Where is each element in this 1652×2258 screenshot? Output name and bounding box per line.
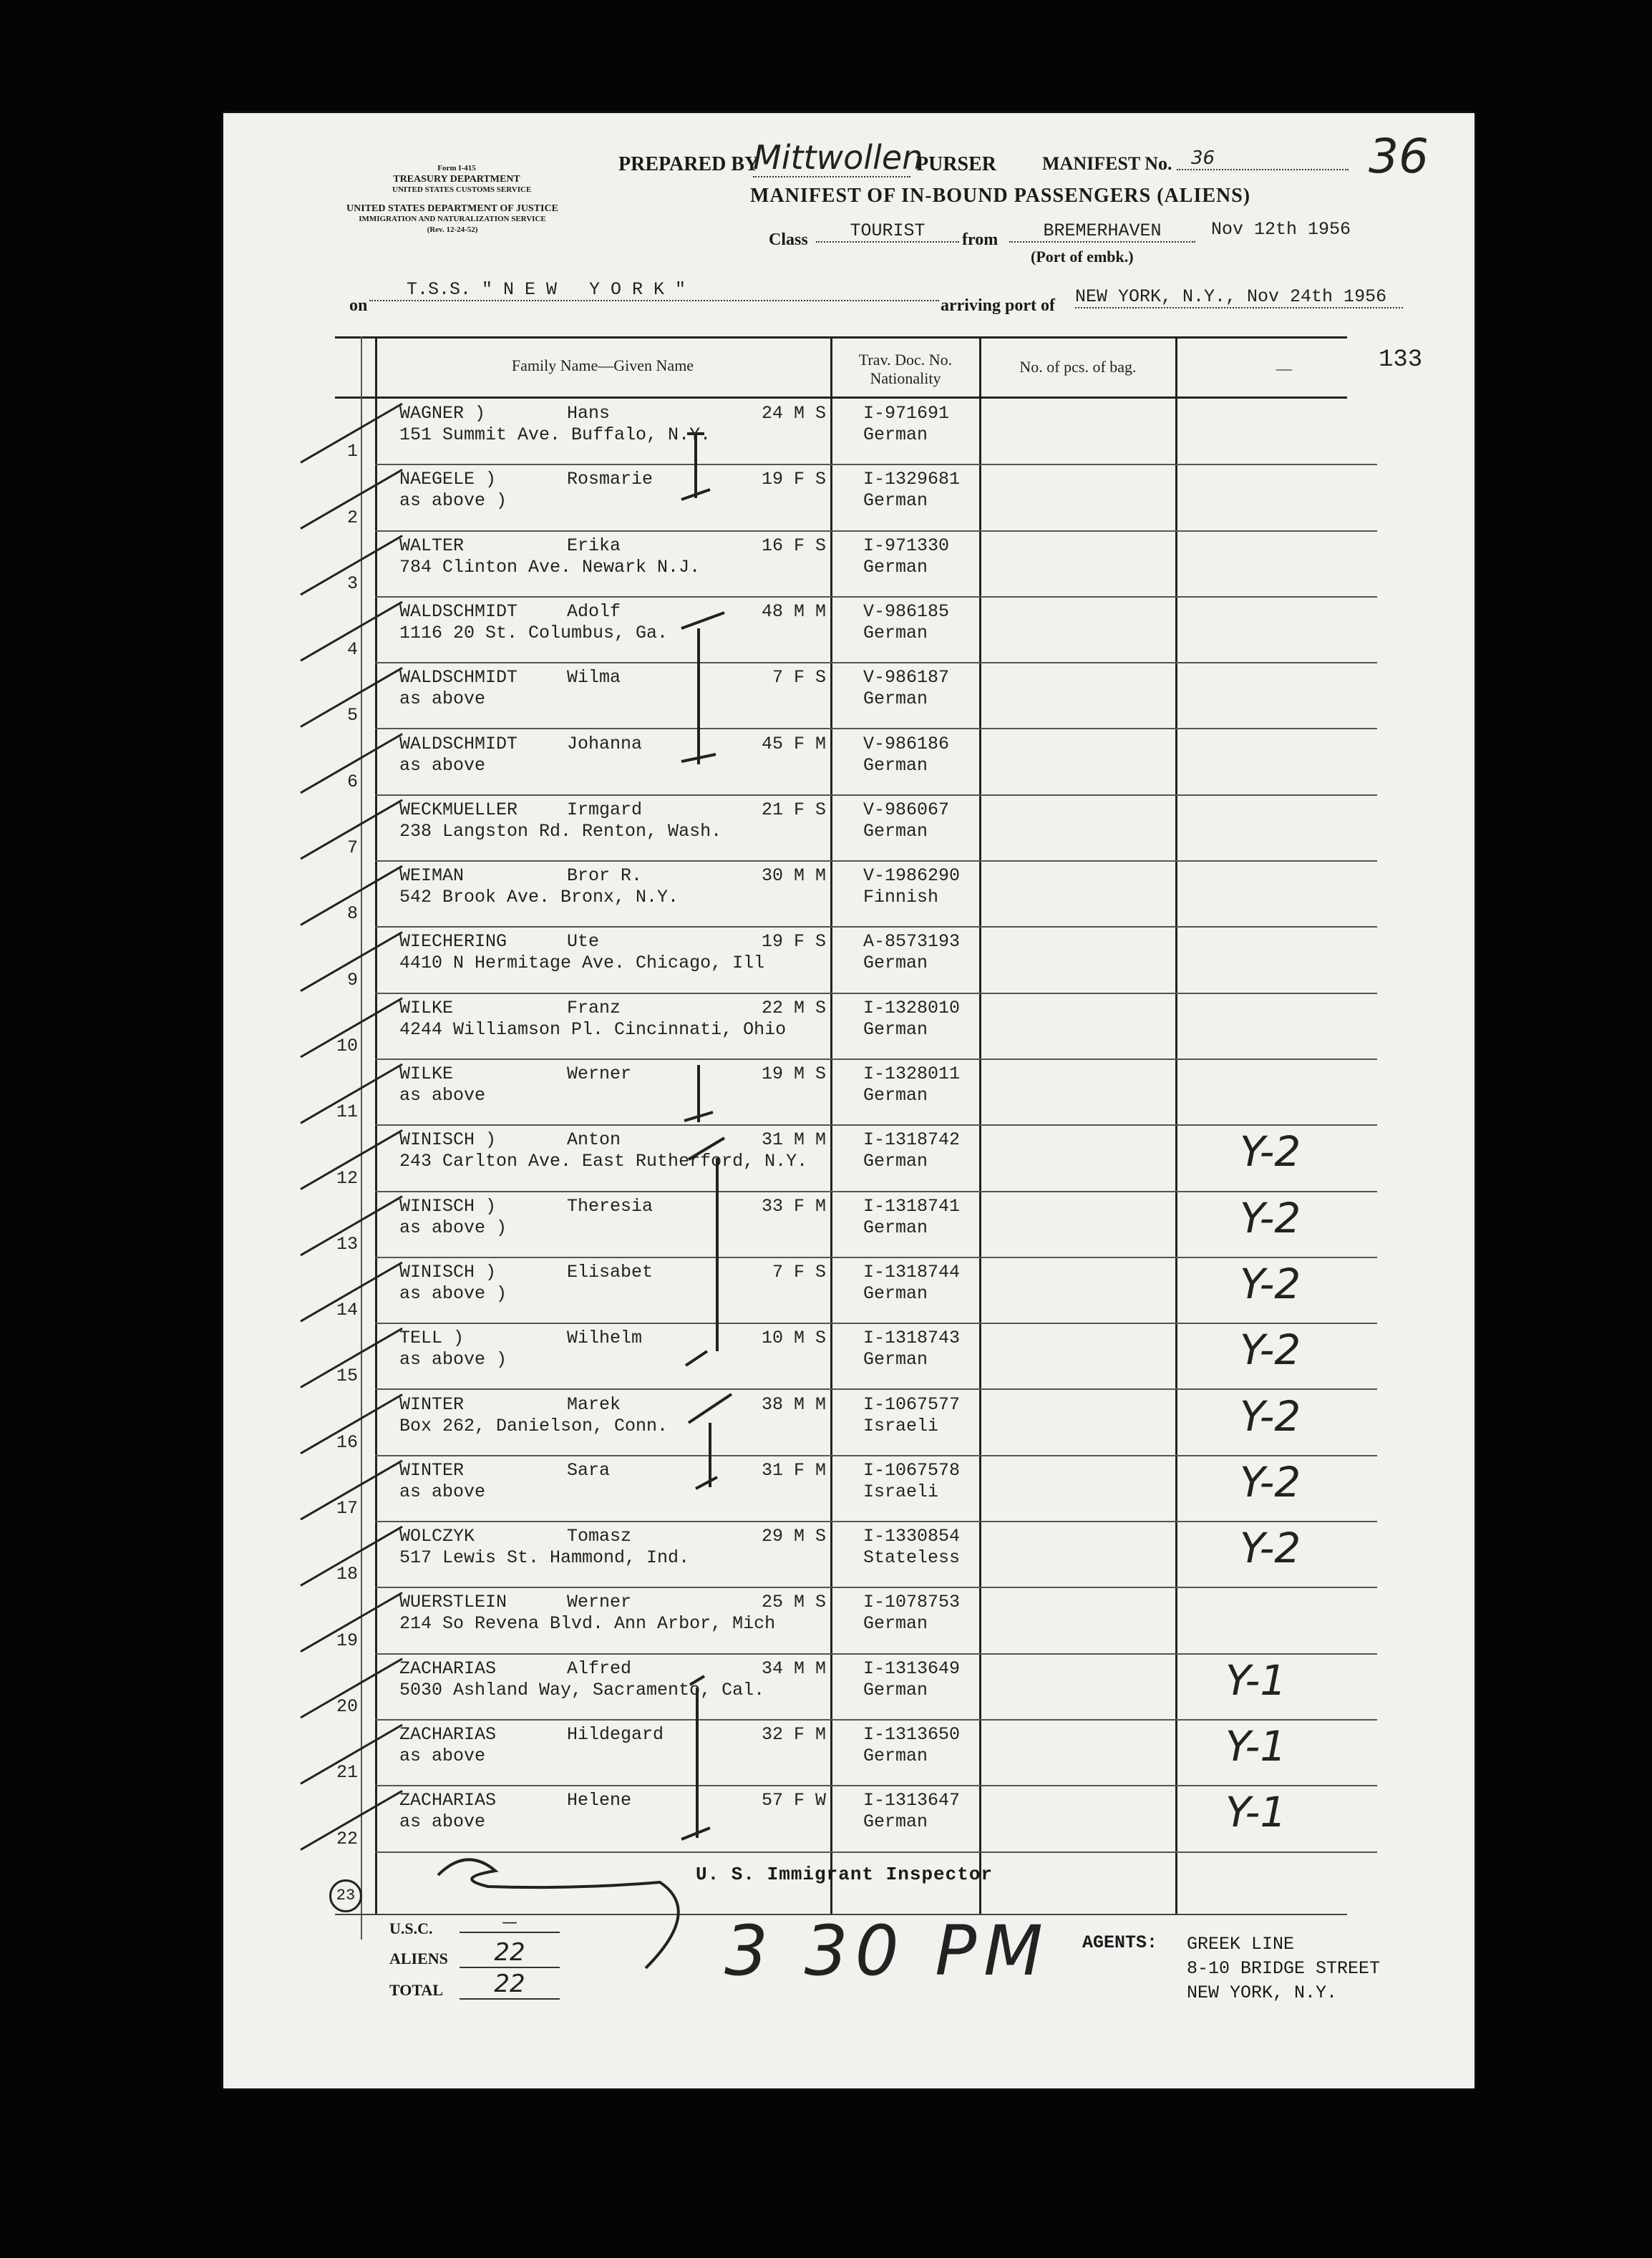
address: 542 Brook Ave. Bronx, N.Y. [399,887,679,908]
header-bags: No. of pcs. of bag. [1019,358,1137,376]
address: 5030 Ashland Way, Sacramento, Cal. [399,1679,765,1700]
arriving-port-value: NEW YORK, N.Y., Nov 24th 1956 [1075,286,1403,308]
travel-document-number: I-1318741 [863,1195,961,1217]
row-check-mark [301,998,402,1057]
row-check-mark [301,668,402,726]
nationality: Israeli [863,1481,939,1502]
address: 214 So Revena Blvd. Ann Arbor, Mich [399,1613,776,1635]
address: as above ) [399,490,507,512]
age-sex-status: 25 M S [761,1592,826,1613]
travel-document-number: V-986067 [863,799,950,820]
travel-document-number: A-8573193 [863,931,961,953]
address: as above [399,1746,486,1766]
class-value: TOURIST [816,220,959,243]
manifest-page [223,113,1474,2088]
row-check-mark [301,1197,402,1255]
nationality: Israeli [863,1415,939,1436]
travel-document-number: I-1078753 [863,1592,961,1613]
remark-code: Y-2 [1240,1193,1301,1242]
age-sex-status: 7 F S [772,667,826,688]
row-number: 21 [336,1762,358,1783]
prepared-by-label: PREPARED BY [618,153,759,175]
given-name: Ute [567,931,600,953]
bracket-mark-6 [681,1676,710,1839]
row-number: 17 [336,1498,358,1519]
given-name: Werner [567,1592,632,1613]
agents-line-1: GREEK LINE [1187,1934,1295,1955]
row-check-mark [301,1791,402,1849]
nationality: German [863,1349,928,1371]
row-check-mark [301,469,402,528]
travel-document-number: I-1313650 [863,1724,961,1745]
bracket-mark-2 [681,613,724,764]
family-name: WUERSTLEIN [399,1592,507,1613]
remark-code: Y-1 [1225,1722,1287,1771]
bracket-mark-1 [681,434,710,500]
address: as above ) [399,1349,507,1371]
row-check-mark [301,1064,402,1123]
age-sex-status: 45 F M [761,733,826,754]
nationality: German [863,688,928,710]
remark-code: Y-2 [1240,1259,1301,1308]
address: 4410 N Hermitage Ave. Chicago, Ill [399,953,765,974]
age-sex-status: 31 F M [761,1459,826,1481]
given-name: Erika [567,535,621,556]
address: Box 262, Danielson, Conn. [399,1415,669,1436]
nationality: German [863,754,928,776]
travel-document-number: V-1986290 [863,865,961,887]
row-number: 20 [336,1695,358,1717]
age-sex-status: 34 M M [761,1658,826,1679]
row-check-mark [301,1592,402,1651]
given-name: Elisabet [567,1261,653,1283]
row-number: 3 [346,573,358,594]
nationality: Finnish [863,887,939,908]
class-label: Class [769,230,808,249]
travel-document-number: I-1313647 [863,1790,961,1811]
manifest-no-value: 36 [1177,147,1349,170]
agents-label: AGENTS: [1082,1932,1158,1953]
row-check-mark [301,932,402,991]
family-name: ZACHARIAS [399,1724,497,1745]
given-name: Franz [567,997,621,1018]
nationality: German [863,622,928,643]
given-name: Wilhelm [567,1328,643,1349]
family-name: WINISCH ) [399,1261,497,1283]
address: 1116 20 St. Columbus, Ga. [399,622,669,643]
travel-document-number: V-986187 [863,667,950,688]
family-name: WEIMAN [399,865,465,887]
family-name: WIECHERING [399,931,507,953]
address: as above ) [399,1283,507,1304]
age-sex-status: 19 F S [761,469,826,490]
row-number: 6 [346,771,358,792]
address: 784 Clinton Ave. Newark N.J. [399,556,701,578]
row-number: 8 [346,903,358,925]
row-number: 7 [346,837,358,859]
nationality: German [863,424,928,445]
family-name: WALDSCHMIDT [399,733,518,754]
time-note: 3 30 PM [724,1911,1050,1991]
aliens-label: ALIENS [389,1950,448,1967]
family-name: WALDSCHMIDT [399,600,518,622]
corner-number: 36 [1369,129,1429,184]
family-name: ZACHARIAS [399,1790,497,1811]
family-name: WINTER [399,1393,465,1415]
travel-document-number: I-971691 [863,403,950,424]
row-number: 15 [336,1366,358,1387]
usc-value: — [460,1914,560,1933]
row-number: 2 [346,507,358,528]
manifest-title: MANIFEST OF IN-BOUND PASSENGERS (ALIENS) [750,185,1251,207]
nationality: German [863,1679,928,1700]
address: 151 Summit Ave. Buffalo, N.Y. [399,424,711,445]
total-label: TOTAL [389,1981,443,1999]
age-sex-status: 19 F S [761,931,826,953]
row-number: 10 [336,1035,358,1056]
age-sex-status: 29 M S [761,1526,826,1547]
travel-document-number: V-986185 [863,600,950,622]
age-sex-status: 57 F W [761,1790,826,1811]
nationality: German [863,1217,928,1238]
header-name: Family Name—Given Name [511,356,694,374]
row-check-mark [301,1262,402,1321]
given-name: Bror R. [567,865,643,887]
aliens-value: 22 [460,1938,560,1968]
travel-document-number: I-1329681 [863,469,961,490]
remark-code: Y-2 [1240,1325,1301,1375]
bracket-mark-3 [684,1065,713,1122]
given-name: Alfred [567,1658,632,1679]
age-sex-status: 21 F S [761,799,826,820]
nationality: German [863,1085,928,1106]
given-name: Irmgard [567,799,643,820]
age-sex-status: 33 F M [761,1195,826,1217]
ship-name: T.S.S. " N E W Y O R K " [369,279,939,301]
address: as above [399,1085,486,1106]
header-doc-line1: Trav. Doc. No. [858,351,953,369]
given-name: Marek [567,1393,621,1415]
remark-code: Y-1 [1225,1788,1287,1837]
address: 4244 Williamson Pl. Cincinnati, Ohio [399,1018,787,1040]
form-number: Form I-415 [437,164,476,172]
age-sex-status: 31 M M [761,1129,826,1151]
remark-code: Y-2 [1240,1524,1301,1573]
nationality: German [863,820,928,842]
row-number: 4 [346,639,358,661]
row-check-mark [301,602,402,661]
row-number: 1 [346,441,358,462]
row-number: 14 [336,1300,358,1321]
remark-code: Y-2 [1240,1457,1301,1507]
given-name: Hans [567,403,611,424]
travel-document-number: I-1330854 [863,1526,961,1547]
family-name: WILKE [399,997,454,1018]
family-name: WINISCH ) [399,1195,497,1217]
header-doc-line2: Nationality [870,369,941,387]
age-sex-status: 38 M M [761,1393,826,1415]
row-number: 12 [336,1167,358,1189]
nationality: German [863,953,928,974]
nationality: German [863,1283,928,1304]
given-name: Anton [567,1129,621,1151]
remark-code: Y-2 [1240,1391,1301,1441]
given-name: Tomasz [567,1526,632,1547]
inspector-signature [438,1859,679,1968]
row-number: 19 [336,1630,358,1651]
family-name: NAEGELE ) [399,469,497,490]
justice-dept: UNITED STATES DEPARTMENT OF JUSTICE [346,203,558,214]
nationality: Stateless [863,1547,961,1569]
family-name: WALDSCHMIDT [399,667,518,688]
family-name: ZACHARIAS [399,1658,497,1679]
port-of-embarkation-label: (Port of embk.) [1031,248,1134,266]
address: 238 Langston Rd. Renton, Wash. [399,820,722,842]
agents-line-2: 8-10 BRIDGE STREET [1187,1958,1381,1979]
treasury-dept: TREASURY DEPARTMENT [393,174,520,185]
given-name: Hildegard [567,1724,664,1745]
travel-document-number: V-986186 [863,733,950,754]
family-name: WOLCZYK [399,1526,475,1547]
revision: (Rev. 12-24-52) [427,225,478,234]
row-check-mark [301,866,402,925]
row-check-mark [301,1527,402,1585]
age-sex-status: 32 F M [761,1724,826,1745]
ins-service: IMMIGRATION AND NATURALIZATION SERVICE [359,215,546,223]
given-name: Johanna [567,733,643,754]
travel-document-number: I-1318743 [863,1328,961,1349]
family-name: WINTER [399,1459,465,1481]
travel-document-number: I-1328010 [863,997,961,1018]
row-number: 5 [346,705,358,726]
address: 517 Lewis St. Hammond, Ind. [399,1547,690,1569]
nationality: German [863,1746,928,1766]
check-marks [301,404,402,1850]
row-check-mark [301,1130,402,1189]
nationality: German [863,490,928,512]
header-remarks: — [1276,359,1292,377]
manifest-no-label: MANIFEST No. [1042,153,1172,174]
age-sex-status: 10 M S [761,1328,826,1349]
usc-label: U.S.C. [389,1919,433,1937]
family-name: WALTER [399,535,465,556]
inspector-label: U. S. Immigrant Inspector [696,1864,993,1885]
handwritten-marks [223,113,1474,2088]
row-check-mark [301,1395,402,1454]
row-check-mark [301,1725,402,1783]
travel-document-number: I-1313649 [863,1658,961,1679]
row-number: 11 [336,1101,358,1123]
row-number: 16 [336,1431,358,1453]
nationality: German [863,1018,928,1040]
travel-document-number: I-971330 [863,535,950,556]
row-number: 18 [336,1564,358,1585]
purser-label: PURSER [916,153,997,175]
travel-document-number: I-1318742 [863,1129,961,1151]
given-name: Adolf [567,600,621,622]
agents-line-3: NEW YORK, N.Y. [1187,1982,1338,2003]
family-name: TELL ) [399,1328,465,1349]
family-name: WINISCH ) [399,1129,497,1151]
family-name: WECKMUELLER [399,799,518,820]
remark-code: Y-1 [1225,1655,1287,1705]
age-sex-status: 48 M M [761,600,826,622]
age-sex-status: 19 M S [761,1064,826,1084]
customs-service: UNITED STATES CUSTOMS SERVICE [392,185,532,194]
row-check-mark [301,1328,402,1387]
age-sex-status: 24 M S [761,403,826,424]
departure-date: Nov 12th 1956 [1211,219,1351,240]
nationality: German [863,1151,928,1172]
from-value: BREMERHAVEN [1009,220,1195,243]
given-name: Theresia [567,1195,653,1217]
age-sex-status: 7 F S [772,1261,826,1283]
row-check-mark [301,1659,402,1718]
nationality: German [863,556,928,578]
given-name: Rosmarie [567,469,653,490]
row-check-mark [301,404,402,462]
age-sex-status: 16 F S [761,535,826,556]
bracket-mark-4 [686,1138,724,1366]
bracket-mark-5 [689,1394,732,1489]
address: as above [399,1811,486,1833]
nationality: German [863,1811,928,1833]
row-check-mark [301,800,402,859]
family-name: WILKE [399,1064,454,1084]
row-check-mark [301,1461,402,1519]
address: as above ) [399,1217,507,1238]
row-number-23: 23 [329,1879,362,1912]
arriving-port-label: arriving port of [941,296,1055,315]
age-sex-status: 22 M S [761,997,826,1018]
row-check-mark [301,734,402,793]
nationality: German [863,1613,928,1635]
given-name: Werner [567,1064,632,1084]
row-check-mark [301,536,402,595]
address: as above [399,688,486,710]
sheet-number: 133 [1379,346,1423,374]
remark-code: Y-2 [1240,1127,1301,1177]
age-sex-status: 30 M M [761,865,826,887]
travel-document-number: I-1067578 [863,1459,961,1481]
address: as above [399,1481,486,1502]
on-label: on [349,296,368,315]
family-name: WAGNER ) [399,403,486,424]
given-name: Wilma [567,667,621,688]
address: 243 Carlton Ave. East Rutherford, N.Y. [399,1151,808,1172]
row-number: 13 [336,1233,358,1255]
address: as above [399,754,486,776]
travel-document-number: I-1067577 [863,1393,961,1415]
given-name: Sara [567,1459,611,1481]
travel-document-number: I-1318744 [863,1261,961,1283]
given-name: Helene [567,1790,632,1811]
row-number: 9 [346,969,358,991]
row-number: 22 [336,1828,358,1849]
total-value: 22 [460,1970,560,2000]
prepared-by-value: Mittwollen [753,138,923,177]
from-label: from [962,230,999,249]
travel-document-number: I-1328011 [863,1064,961,1084]
